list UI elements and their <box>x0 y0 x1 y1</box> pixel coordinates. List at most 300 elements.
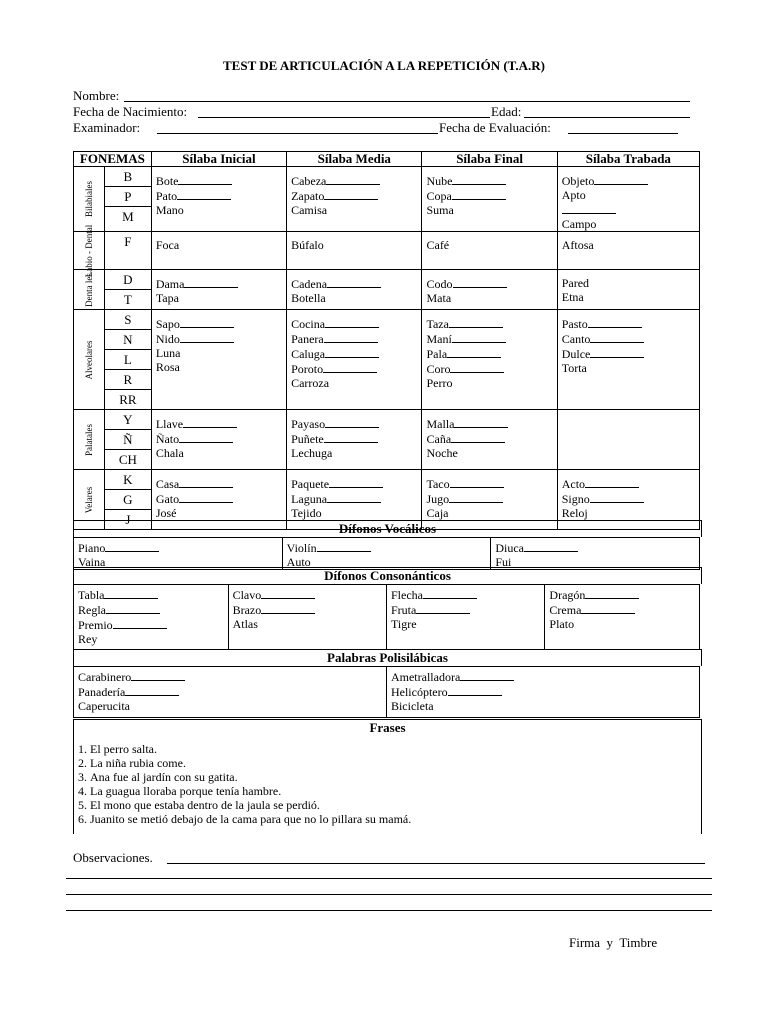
word-label: Suma <box>426 203 454 217</box>
word-item <box>495 540 699 555</box>
header-silaba-media: Sílaba Media <box>287 152 422 167</box>
word-item <box>562 476 699 491</box>
word-label: Chala <box>155 446 184 460</box>
word-label: Piano <box>78 541 106 555</box>
word-label: Torta <box>561 361 587 375</box>
phoneme-table-header <box>74 152 700 167</box>
answer-blank[interactable] <box>180 316 234 328</box>
word-label: Tigre <box>390 617 417 631</box>
answer-blank[interactable] <box>113 617 167 629</box>
word-item <box>562 173 699 188</box>
fonema-cell <box>104 167 151 232</box>
word-item <box>156 360 286 374</box>
word-item <box>426 331 556 346</box>
table-row <box>74 270 700 310</box>
silaba-inicial-cell <box>151 167 286 232</box>
word-label: Sapo <box>155 317 180 331</box>
word-item <box>562 238 699 252</box>
fonema-label: N <box>105 330 151 350</box>
word-label: Búfalo <box>291 238 324 252</box>
word-item <box>391 684 699 699</box>
word-item <box>156 331 286 346</box>
word-item <box>156 491 286 506</box>
word-item <box>233 602 386 617</box>
word-item <box>291 476 421 491</box>
word-label: Bote <box>155 174 179 188</box>
frase-item: 1. El perro salta. <box>90 742 701 756</box>
word-label: Noche <box>426 446 458 460</box>
fecha-nacimiento-label: Fecha de Nacimiento: <box>73 104 188 119</box>
word-item <box>426 476 556 491</box>
word-label: Plato <box>549 617 575 631</box>
answer-blank[interactable] <box>451 431 505 443</box>
word-label: Pala <box>426 347 448 361</box>
answer-blank[interactable] <box>184 276 238 288</box>
fecha-evaluacion-label: Fecha de Evaluación: <box>439 120 551 135</box>
word-label: Café <box>426 238 450 252</box>
category-label: Palatales <box>83 423 94 456</box>
answer-blank[interactable] <box>317 540 371 552</box>
silaba-final-cell <box>422 310 557 410</box>
category-label: Alveolares <box>83 340 94 379</box>
difonos-vocalicos-table <box>73 537 700 570</box>
word-item <box>426 506 556 520</box>
silaba-trabada-cell <box>557 310 699 410</box>
answer-blank[interactable] <box>324 431 378 443</box>
word-label: Regla <box>78 603 106 617</box>
word-item <box>156 416 286 431</box>
silaba-final-cell <box>422 232 557 270</box>
category-cell <box>74 224 105 277</box>
answer-blank[interactable] <box>131 669 185 681</box>
word-item <box>78 632 228 646</box>
frase-item: 4. La guagua lloraba porque tenía hambre. <box>90 784 701 798</box>
word-item <box>291 173 421 188</box>
answer-blank[interactable] <box>179 431 233 443</box>
edad-field[interactable] <box>524 117 690 118</box>
answer-blank[interactable] <box>327 276 381 288</box>
table-row <box>74 667 700 718</box>
silaba-media-cell <box>287 167 422 232</box>
word-label: Pato <box>155 189 178 203</box>
answer-blank[interactable] <box>588 316 642 328</box>
word-item <box>426 376 556 390</box>
word-item <box>426 203 556 217</box>
word-label: Etna <box>561 290 584 304</box>
answer-blank[interactable] <box>449 491 503 503</box>
answer-blank[interactable] <box>594 173 648 185</box>
word-item <box>426 188 556 203</box>
word-label: Caja <box>426 506 449 520</box>
word-item <box>291 203 421 217</box>
fonema-label: S <box>105 310 151 330</box>
answer-blank[interactable] <box>325 316 379 328</box>
silaba-trabada-cell <box>557 167 699 232</box>
word-item <box>291 276 421 291</box>
word-label: Fruta <box>390 603 417 617</box>
word-column <box>282 538 491 570</box>
category-cell <box>74 410 105 470</box>
word-label: Foca <box>155 238 180 252</box>
fecha-nacimiento-field[interactable] <box>198 117 490 118</box>
category-label: Velares <box>83 486 94 513</box>
word-label: Aftosa <box>561 238 594 252</box>
word-item <box>78 602 228 617</box>
word-item <box>156 431 286 446</box>
word-item <box>291 431 421 446</box>
word-label: Tabla <box>78 588 105 602</box>
word-item <box>426 173 556 188</box>
word-item <box>562 491 699 506</box>
word-item <box>156 276 286 291</box>
phoneme-table <box>73 151 700 530</box>
frases-list <box>74 742 701 826</box>
word-label: Cadena <box>291 277 328 291</box>
word-label: Vaina <box>78 555 106 569</box>
silaba-inicial-cell <box>151 270 286 310</box>
word-column <box>74 585 229 650</box>
nombre-field[interactable] <box>124 101 690 102</box>
word-label: Campo <box>561 217 597 231</box>
word-item <box>426 276 556 291</box>
word-item <box>291 446 421 460</box>
polisilabicas-title: Palabras Polisilábicas <box>73 649 702 666</box>
word-item <box>426 346 556 361</box>
fonema-label: P <box>105 187 151 207</box>
word-item <box>156 506 286 520</box>
word-label: Puñete <box>291 432 324 446</box>
answer-blank[interactable] <box>323 361 377 373</box>
difonos-consonanticos-title: Dífonos Consonánticos <box>73 567 702 584</box>
word-item <box>78 617 228 632</box>
word-item <box>156 203 286 217</box>
word-item <box>291 506 421 520</box>
word-item <box>291 291 421 305</box>
word-item <box>233 617 386 631</box>
fonema-cell <box>104 310 151 410</box>
word-label: Rey <box>78 632 98 646</box>
answer-blank[interactable] <box>324 188 378 200</box>
word-label: Cabeza <box>291 174 327 188</box>
fonema-label: G <box>105 490 151 510</box>
word-label: Mata <box>426 291 452 305</box>
answer-blank[interactable] <box>327 491 381 503</box>
word-item <box>156 188 286 203</box>
word-label: Llave <box>155 417 184 431</box>
word-label: Brazo <box>232 603 262 617</box>
edad-label: Edad: <box>491 104 522 119</box>
answer-blank[interactable] <box>179 476 233 488</box>
word-label: Perro <box>426 376 453 390</box>
word-item <box>391 699 699 713</box>
word-item <box>291 491 421 506</box>
word-item <box>549 602 699 617</box>
word-label: Malla <box>426 417 455 431</box>
answer-blank[interactable] <box>450 476 504 488</box>
word-item <box>291 346 421 361</box>
word-item <box>78 684 386 699</box>
word-label: Acto <box>561 477 586 491</box>
header-silaba-trabada: Sílaba Trabada <box>557 152 699 167</box>
answer-blank[interactable] <box>453 276 507 288</box>
word-label: Objeto <box>561 174 595 188</box>
table-row <box>74 167 700 232</box>
answer-blank[interactable] <box>447 346 501 358</box>
answer-blank[interactable] <box>125 684 179 696</box>
header-silaba-final: Sílaba Final <box>422 152 557 167</box>
silaba-media-cell <box>287 310 422 410</box>
answer-blank[interactable] <box>261 587 315 599</box>
answer-blank[interactable] <box>448 684 502 696</box>
word-label: Zapato <box>291 189 325 203</box>
answer-blank[interactable] <box>183 416 237 428</box>
word-label: Violín <box>286 541 317 555</box>
word-item <box>562 346 699 361</box>
word-label: Canto <box>561 332 591 346</box>
answer-blank[interactable] <box>452 173 506 185</box>
answer-blank[interactable] <box>449 316 503 328</box>
word-label: Coro <box>426 362 451 376</box>
word-column <box>545 585 700 650</box>
answer-blank[interactable] <box>326 173 380 185</box>
answer-blank[interactable] <box>562 202 616 214</box>
word-item <box>291 416 421 431</box>
silaba-inicial-cell <box>151 232 286 270</box>
word-item <box>426 291 556 305</box>
category-label: Bilabiales <box>83 181 94 217</box>
word-item <box>391 617 544 631</box>
word-label: Ñato <box>155 432 180 446</box>
word-item <box>291 238 421 252</box>
word-label: Nido <box>155 332 180 346</box>
answer-blank[interactable] <box>452 331 506 343</box>
word-label: Carroza <box>291 376 330 390</box>
answer-blank[interactable] <box>585 587 639 599</box>
word-label: Mano <box>155 203 184 217</box>
word-item <box>426 361 556 376</box>
word-item <box>426 431 556 446</box>
word-item <box>426 446 556 460</box>
word-item <box>391 602 544 617</box>
word-label: Botella <box>291 291 326 305</box>
word-label: Pared <box>561 276 590 290</box>
word-item <box>78 699 386 713</box>
silaba-final-cell <box>422 167 557 232</box>
word-item <box>156 238 286 252</box>
word-label: Camisa <box>291 203 328 217</box>
fonema-cell <box>104 410 151 470</box>
word-label: Auto <box>286 555 311 569</box>
answer-blank[interactable] <box>177 188 231 200</box>
word-label: Bicicleta <box>390 699 434 713</box>
word-label: Tejido <box>291 506 322 520</box>
word-item <box>391 669 699 684</box>
word-item <box>156 476 286 491</box>
frase-item: 2. La niña rubia come. <box>90 756 701 770</box>
word-label: Payaso <box>291 417 326 431</box>
word-item <box>291 331 421 346</box>
answer-blank[interactable] <box>585 476 639 488</box>
word-label: Ametralladora <box>390 670 461 684</box>
fecha-evaluacion-field[interactable] <box>568 133 678 134</box>
word-item <box>549 587 699 602</box>
observaciones-line-1[interactable] <box>167 863 705 864</box>
silaba-inicial-cell <box>151 310 286 410</box>
answer-blank[interactable] <box>590 331 644 343</box>
word-column <box>74 538 283 570</box>
word-label: Luna <box>155 346 181 360</box>
word-item <box>562 506 699 520</box>
fonema-label: Ñ <box>105 430 151 450</box>
table-row <box>74 538 700 570</box>
answer-blank[interactable] <box>179 491 233 503</box>
fonema-label: F <box>124 234 132 249</box>
answer-blank[interactable] <box>329 476 383 488</box>
silaba-media-cell <box>287 270 422 310</box>
answer-blank[interactable] <box>106 602 160 614</box>
word-label: Fui <box>495 555 512 569</box>
answer-blank[interactable] <box>454 416 508 428</box>
word-label: Caluga <box>291 347 326 361</box>
word-column <box>74 667 387 718</box>
word-label: Jugo <box>426 492 450 506</box>
word-label: Cocina <box>291 317 326 331</box>
header-fonemas: FONEMAS <box>74 152 152 167</box>
word-label: Apto <box>561 188 586 202</box>
answer-blank[interactable] <box>452 188 506 200</box>
word-label: Laguna <box>291 492 328 506</box>
word-label: Panera <box>291 332 324 346</box>
word-item <box>562 290 699 304</box>
answer-blank[interactable] <box>324 331 378 343</box>
category-label: Denta les <box>83 272 94 307</box>
word-label: Lechuga <box>291 446 333 460</box>
word-item <box>562 361 699 375</box>
frase-item: 3. Ana fue al jardín con su gatita. <box>90 770 701 784</box>
test-title: TEST DE ARTICULACIÓN A LA REPETICIÓN (T.A.R) <box>223 58 545 73</box>
frases-box <box>73 736 702 834</box>
answer-blank[interactable] <box>423 587 477 599</box>
word-item <box>426 491 556 506</box>
answer-blank[interactable] <box>105 540 159 552</box>
word-item <box>562 316 699 331</box>
answer-blank[interactable] <box>450 361 504 373</box>
word-label: Dama <box>155 277 185 291</box>
word-column <box>386 667 699 718</box>
word-label: Rosa <box>155 360 180 374</box>
word-label: Nube <box>426 174 453 188</box>
word-item <box>291 376 421 390</box>
observaciones-line-2[interactable] <box>66 878 712 879</box>
word-label: Casa <box>155 477 180 491</box>
word-label: Reloj <box>561 506 588 520</box>
fonema-label: M <box>122 209 134 224</box>
word-label: Tapa <box>155 291 179 305</box>
word-item <box>233 587 386 602</box>
fonema-label: Y <box>105 410 151 430</box>
word-item <box>562 188 699 202</box>
word-label: Taza <box>426 317 449 331</box>
observaciones-label: Observaciones. <box>73 850 153 865</box>
word-item <box>156 346 286 360</box>
word-item <box>426 316 556 331</box>
answer-blank[interactable] <box>416 602 470 614</box>
fonema-label: D <box>105 270 151 290</box>
word-item <box>291 316 421 331</box>
answer-blank[interactable] <box>104 587 158 599</box>
frase-item: 5. El mono que estaba dentro de la jaula se perdió. <box>90 798 701 812</box>
word-column <box>228 585 386 650</box>
answer-blank[interactable] <box>325 346 379 358</box>
word-label: Signo <box>561 492 590 506</box>
word-item <box>562 202 699 217</box>
word-label: Taco <box>426 477 450 491</box>
word-item <box>291 188 421 203</box>
answer-blank[interactable] <box>325 416 379 428</box>
word-item <box>78 540 282 555</box>
word-label: Premio <box>78 618 113 632</box>
word-label: Panadería <box>78 685 126 699</box>
answer-blank[interactable] <box>590 346 644 358</box>
word-item <box>391 587 544 602</box>
answer-blank[interactable] <box>581 602 635 614</box>
word-column <box>386 585 544 650</box>
word-item <box>156 316 286 331</box>
word-label: Clavo <box>232 588 262 602</box>
word-label: Pasto <box>561 317 588 331</box>
fonema-label: CH <box>118 452 137 467</box>
difonos-consonanticos-table <box>73 584 700 650</box>
frase-item: 6. Juanito se metió debajo de la cama para que no lo pillara su mamá. <box>90 812 701 826</box>
answer-blank[interactable] <box>524 540 578 552</box>
word-label: Dragón <box>549 588 586 602</box>
word-label: Caña <box>426 432 452 446</box>
word-label: Maní <box>426 332 452 346</box>
word-item <box>78 669 386 684</box>
examinador-field[interactable] <box>157 133 438 134</box>
word-label: Carabinero <box>78 670 132 684</box>
silaba-media-cell <box>287 410 422 470</box>
fonema-cell <box>104 232 151 270</box>
difonos-vocalicos-title: Dífonos Vocálicos <box>73 520 702 537</box>
observaciones-line-4[interactable] <box>66 910 712 911</box>
word-item <box>156 291 286 305</box>
answer-blank[interactable] <box>460 669 514 681</box>
answer-blank[interactable] <box>178 173 232 185</box>
fonema-label: L <box>105 350 151 370</box>
word-label: Paquete <box>291 477 330 491</box>
word-item <box>291 361 421 376</box>
answer-blank[interactable] <box>261 602 315 614</box>
answer-blank[interactable] <box>180 331 234 343</box>
word-label: Copa <box>426 189 452 203</box>
word-item <box>562 217 699 231</box>
fonema-label: T <box>123 292 132 307</box>
word-item <box>426 238 556 252</box>
answer-blank[interactable] <box>590 491 644 503</box>
word-label: Helicóptero <box>390 685 448 699</box>
examinador-label: Examinador: <box>73 120 141 135</box>
word-item <box>156 173 286 188</box>
category-cell <box>74 270 105 310</box>
word-item <box>549 617 699 631</box>
observaciones-line-3[interactable] <box>66 894 712 895</box>
word-label: Dulce <box>561 347 591 361</box>
fonema-cell <box>104 270 151 310</box>
polisilabicas-table <box>73 666 700 718</box>
header-silaba-inicial: Sílaba Inicial <box>151 152 286 167</box>
word-item <box>287 540 491 555</box>
